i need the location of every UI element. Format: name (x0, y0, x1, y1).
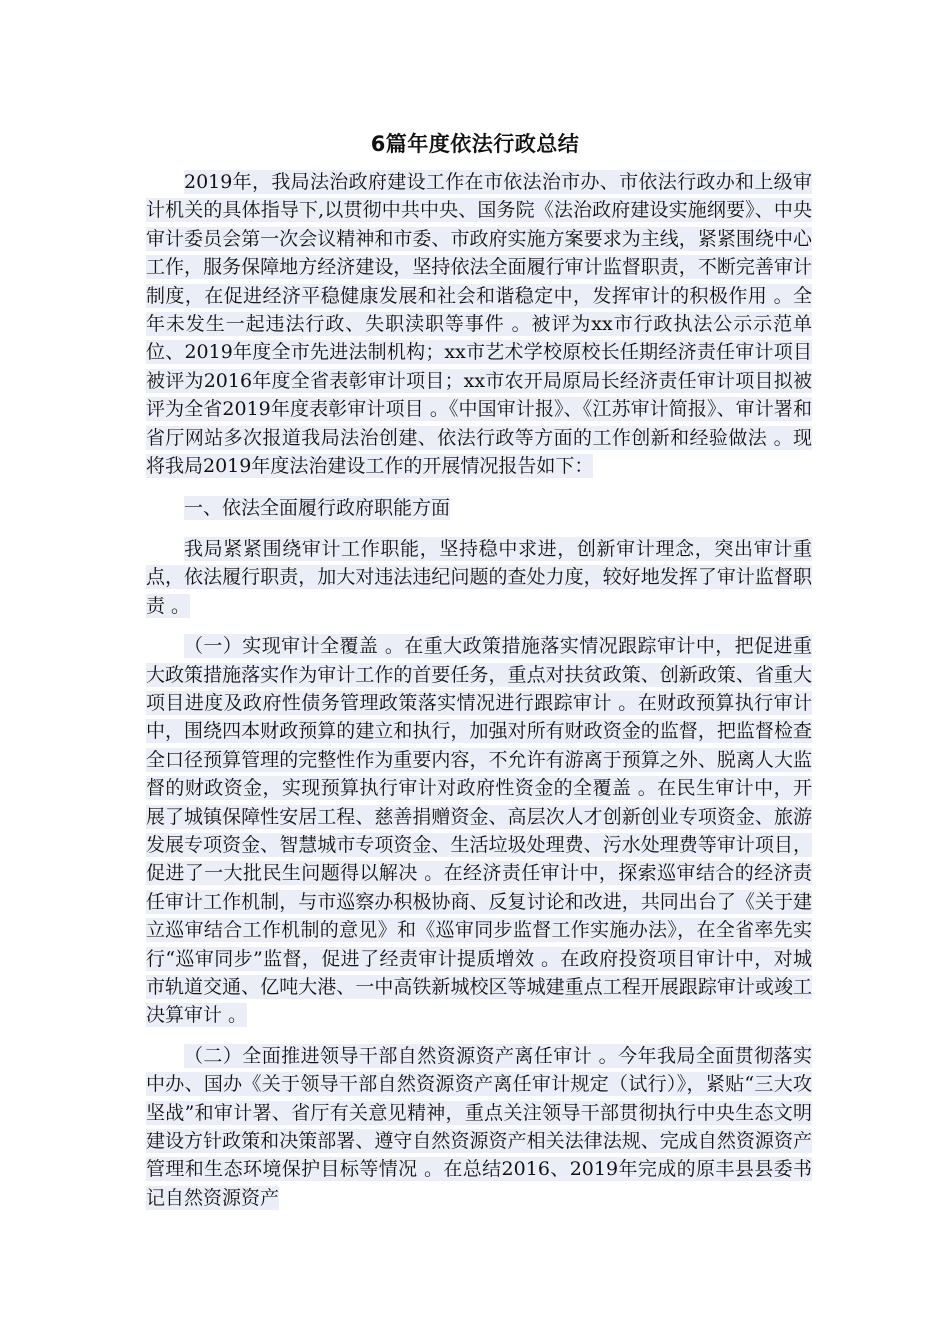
section-heading-text: 一、依法全面履行政府职能方面 (184, 497, 451, 520)
document-title: 6篇年度依法行政总结 (370, 132, 580, 156)
paragraph-item-2-text: （二）全面推进领导干部自然资源资产离任审计 。今年我局全面贯彻落实中办、国办《关于领导干部自然资源资产离任审计规定（试行）》，紧贴“三大攻坚战”和审计署、省厅有关意见精神，重点关注领导干部贯彻执行中央生态文明建设方针政策和决策部署、遵守自然资源资产相关法律法规、完成自然资源资产管理和生态环境保护目标等情况 。在总结2016、2019年完成的原丰县县委书记自然资源资产 (146, 1044, 812, 1209)
document-body (146, 168, 812, 1212)
paragraph-intro-text: 2019年，我局法治政府建设工作在市依法治市办、市依法行政办和上级审计机关的具体指导下,以贯彻中共中央、国务院《法治政府建设实施纲要》、中央审计委员会第一次会议精神和市委、市政府实施方案要求为主线，紧紧围绕中心工作，服务保障地方经济建设，坚持依法全面履行审计监督职责，不断完善审计制度，在促进经济平稳健康发展和社会和谐稳定中，发挥审计的积极作用 。全年未发生一起违法行政、失职渎职等事件 。被评为xx市行政执法公示示范单位、2019年度全市先进法制机构；xx市艺术学校原校长任期经济责任审计项目被评为2016年度全省表彰审计项目；xx市农开局原局长经济责任审计项目拟被评为全省2019年度表彰审计项目 。《中国审计报》、《江苏审计简报》、审计署和省厅网站多次报道我局法治创建、依法行政等方面的工作创新和经验做法 。现将我局2019年度法治建设工作的开展情况报告如下： (146, 171, 812, 478)
paragraph-overview (146, 535, 812, 620)
paragraph-item-2 (146, 1042, 812, 1212)
paragraph-intro (146, 168, 812, 480)
paragraph-item-1 (146, 632, 812, 1030)
paragraph-item-1-text: （一）实现审计全覆盖 。在重大政策措施落实情况跟踪审计中，把促进重大政策措施落实作为审计工作的首要任务，重点对扶贫政策、创新政策、省重大项目进度及政府性债务管理政策落实情况进行跟踪审计 。在财政预算执行审计中，围绕四本财政预算的建立和执行，加强对所有财政资金的监督，把监督检查全口径预算管理的完整性作为重要内容，不允许有游离于预算之外、脱离人大监督的财政资金，实现预算执行审计对政府性资金的全覆盖 。在民生审计中，开展了城镇保障性安居工程、慈善捐赠资金、高层次人才创新创业专项资金、旅游发展专项资金、智慧城市专项资金、生活垃圾处理费、污水处理费等审计项目，促进了一大批民生问题得以解决 。在经济责任审计中，探索巡审结合的经济责任审计工作机制，与市巡察办积极协商、反复讨论和改进，共同出台了《关于建立巡审结合工作机制的意见》和《巡审同步监督工作实施办法》，在全省率先实行“巡审同步”监督，促进了经责审计提质增效 。在政府投资项目审计中，对城市轨道交通、亿吨大港、一中高铁新城校区等城建重点工程开展跟踪审计或竣工决算审计 。 (146, 635, 812, 1027)
paragraph-overview-text: 我局紧紧围绕审计工作职能，坚持稳中求进，创新审计理念，突出审计重点，依法履行职责，加大对违法违纪问题的查处力度，较好地发挥了审计监督职责 。 (146, 537, 812, 617)
section-heading (146, 494, 812, 522)
